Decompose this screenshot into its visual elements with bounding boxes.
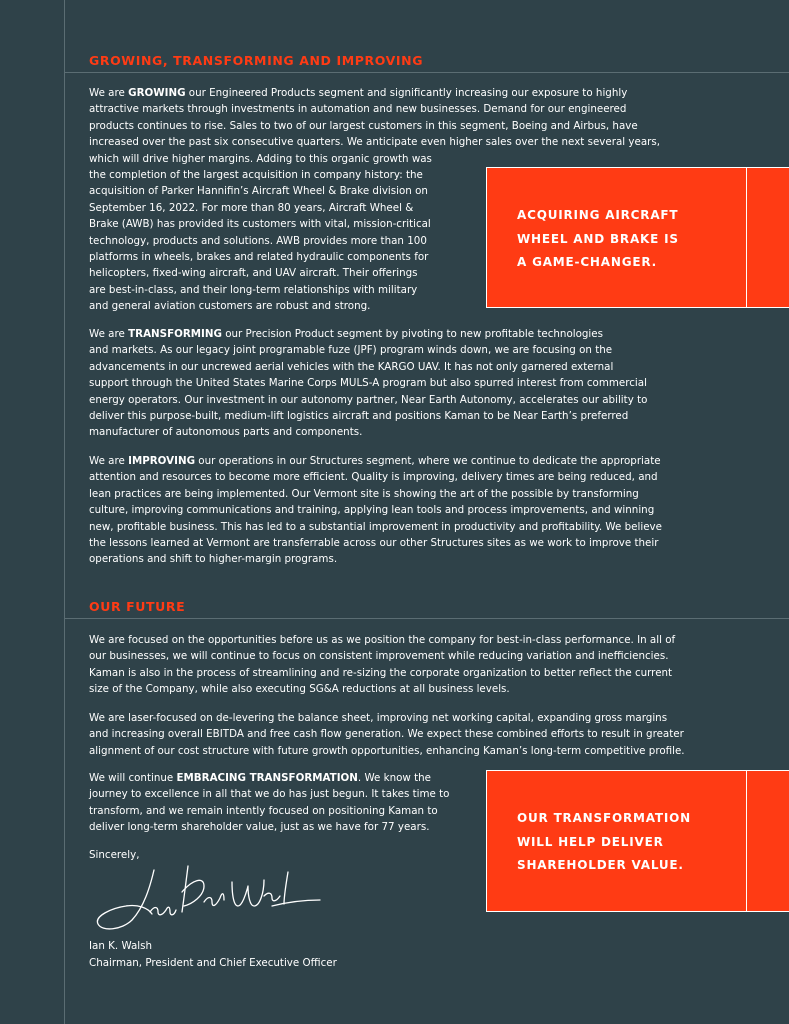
left-margin-rule: [64, 0, 65, 1024]
pull-quote-text: ACQUIRING AIRCRAFT WHEEL AND BRAKE IS A GAME-CHANGER.: [517, 208, 679, 269]
paragraph-improving: We are IMPROVING our operations in our Structures segment, where we continue to dedicate the appropriate attention and resources to become more efficient. Quality is improving, delivery times are being reduced, and lean practices are being implemented. Our Vermont site is showing the art of the possible by transforming culture, improving communications and training, applying lean tools and process improvements, and winning new, profitable business. This has led to a substantial improvement in productivity and profitability. We believe the lessons learned at Vermont are transferrable across our other Structures sites as we work to improve their operations and shift to higher-margin programs.: [89, 455, 662, 566]
closing-salutation: Sincerely,: [89, 849, 140, 861]
pull-quote-acquisition: [486, 167, 789, 308]
signer-title: Chairman, President and Chief Executive Officer: [89, 957, 337, 969]
paragraph-transforming: We are TRANSFORMING our Precision Product segment by pivoting to new profitable technologies and markets. As our legacy joint programable fuze (JPF) program winds down, we are focusing on the advancements in our uncrewed aerial vehicles with the KARGO UAV. It has not only garnered external support through the United States Marine Corps MULS-A program but also spurred interest from commercial energy operators. Our investment in our autonomy partner, Near Earth Autonomy, accelerates our ability to deliver this purpose-built, medium-lift logistics aircraft and positions Kaman to be Near Earth’s preferred manufacturer of autonomous parts and components.: [89, 328, 648, 439]
heading-divider: [64, 618, 789, 619]
signer-name: Ian K. Walsh: [89, 940, 153, 952]
callout-divider: [746, 771, 747, 911]
heading-divider: [64, 72, 789, 73]
section-heading-growing: GROWING, TRANSFORMING AND IMPROVING: [89, 53, 424, 68]
signature-image: [92, 862, 322, 937]
pull-quote-transformation: [486, 770, 789, 912]
paragraph-future-1: We are focused on the opportunities before us as we position the company for best-in-class performance. In all of our businesses, we will continue to focus on consistent improvement while reducing variation and inefficiencies. Kaman is also in the process of streamlining and re-sizing the corporate organization to better reflect the current size of the Company, while also executing SG&A reductions at all business levels.: [89, 634, 676, 696]
callout-divider: [746, 168, 747, 307]
paragraph-growing: We are GROWING our Engineered Products segment and significantly increasing our exposure to highly attractive markets through investments in automation and new businesses. Demand for our engineered products continues to rise. Sales to two of our largest customers in this segment, Boeing and Airbus, have increased over the past six consecutive quarters. We anticipate even higher sales over the next several years, which will drive higher margins. Adding to this organic growth was the completion of the largest acquisition in company history: the acquisition of Parker Hannifin’s Aircraft Wheel & Brake division on September 16, 2022. For more than 80 years, Aircraft Wheel & Brake (AWB) has provided its customers with vital, mission-critical technology, products and solutions. AWB provides more than 100 platforms in wheels, brakes and related hydraulic components for helicopters, fixed-wing aircraft, and UAV aircraft. Their offerings are best-in-class, and their long-term relationships with military and general aviation customers are robust and strong.: [89, 87, 661, 313]
section-heading-future: OUR FUTURE: [89, 599, 186, 614]
paragraph-future-3: We will continue EMBRACING TRANSFORMATION. We know the journey to excellence in all that we do has just begun. It takes time to transform, and we remain intently focused on positioning Kaman to deliver long-term shareholder value, just as we have for 77 years.: [89, 772, 450, 834]
paragraph-future-2: We are laser-focused on de-levering the balance sheet, improving net working capital, expanding gross margins and increasing overall EBITDA and free cash flow generation. We expect these combined efforts to result in greater alignment of our cost structure with future growth opportunities, enhancing Kaman’s long-term competitive profile.: [89, 712, 685, 757]
pull-quote-text: OUR TRANSFORMATION WILL HELP DELIVER SHAREHOLDER VALUE.: [517, 811, 691, 872]
